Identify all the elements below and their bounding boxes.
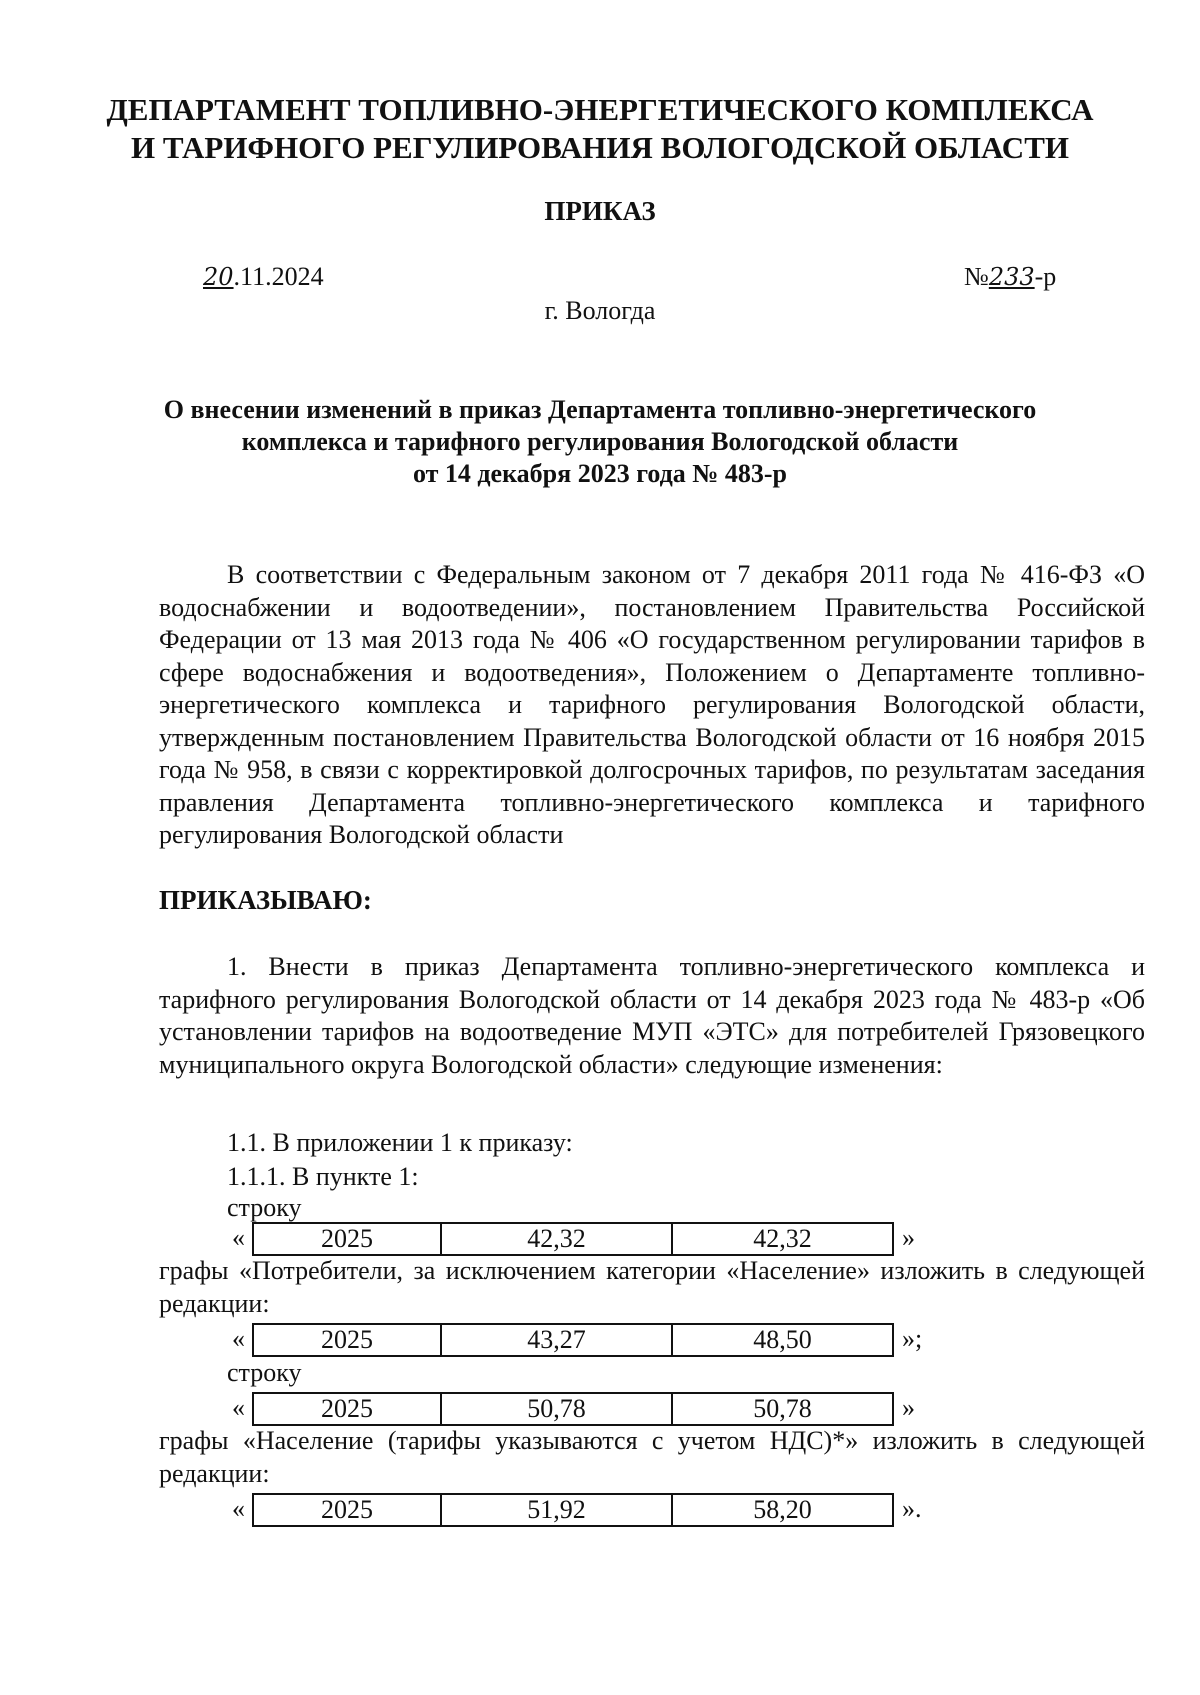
- quote-close: »: [902, 1223, 915, 1252]
- number-handwritten: 233: [988, 263, 1035, 291]
- table-row: [252, 1222, 894, 1256]
- quote-open: «: [232, 1223, 245, 1252]
- cell-value-1: 50,78: [442, 1394, 673, 1424]
- cell-value-1: 51,92: [442, 1495, 673, 1525]
- item-1-paragraph: 1. Внести в приказ Департамента топливно-энергетического комплекса и тарифного регулирования Вологодской области от 14 декабря 2023 года № 483-р «Об установлении тарифов на водоотведение МУП «ЭТС» для потребителей Грязовецкого муниципального округа Вологодской области» следующие изменения:: [159, 952, 1145, 1079]
- subject-line-2: комплекса и тарифного регулирования Вологодской области: [241, 427, 959, 456]
- quote-open: «: [232, 1324, 245, 1353]
- quote-close: »: [902, 1393, 915, 1422]
- department-header: [0, 91, 1200, 167]
- quote-open: «: [232, 1393, 245, 1422]
- quote-close: ».: [902, 1494, 922, 1523]
- item-1-1-1: 1.1.1. В пункте 1:: [227, 1162, 419, 1191]
- quote-open: «: [232, 1494, 245, 1523]
- order-title: ПРИКАЗ: [544, 196, 656, 226]
- cell-value-2: 48,50: [753, 1325, 812, 1354]
- table-row: [252, 1392, 894, 1426]
- quote-close: »;: [902, 1324, 923, 1353]
- cell-value-1: 43,27: [442, 1325, 673, 1355]
- cell-value-2: 58,20: [753, 1495, 812, 1524]
- row-word-2: строку: [227, 1358, 302, 1387]
- order-subject: [0, 394, 1200, 490]
- subject-line-1: О внесении изменений в приказ Департамента топливно-энергетического: [163, 395, 1037, 424]
- cell-year: 2025: [254, 1325, 442, 1355]
- table-row: [252, 1323, 894, 1357]
- item-1-1: 1.1. В приложении 1 к приказу:: [227, 1128, 573, 1157]
- number-suffix: -р: [1034, 262, 1057, 291]
- cell-year: 2025: [254, 1495, 442, 1525]
- preamble-paragraph: В соответствии с Федеральным законом от 7 декабря 2011 года № 416-ФЗ «О водоснабжении и водоотведении», постановлением Правительства Российской Федерации от 13 мая 2013 года № 406 «О государственном регулировании тарифов в сфере водоснабжения и водоотведения», Положением о Департаменте топливно-энергетического комплекса и тарифного регулирования Вологодской области, утвержденным постановлением Правительства Вологодской области от 16 ноября 2015 года № 958, в связи с корректировкой долгосрочных тарифов, по результатам заседания правления Департамента топливно-энергетического комплекса и тарифного регулирования Вологодской области: [159, 560, 1145, 849]
- row-word-1: строку: [227, 1193, 302, 1222]
- cell-value-2: 50,78: [753, 1394, 812, 1423]
- text-population-graph: графы «Население (тарифы указываются с учетом НДС)*» изложить в следующей редакции:: [159, 1426, 1145, 1488]
- city: г. Вологда: [544, 296, 656, 325]
- cell-value-2: 42,32: [753, 1224, 812, 1253]
- order-word: ПРИКАЗЫВАЮ:: [159, 885, 372, 915]
- order-number: [964, 262, 1056, 292]
- number-prefix: №: [964, 262, 989, 291]
- department-line-2: И ТАРИФНОГО РЕГУЛИРОВАНИЯ ВОЛОГОДСКОЙ ОБЛАСТИ: [131, 130, 1069, 165]
- date-printed: .11.2024: [233, 262, 324, 291]
- cell-year: 2025: [254, 1224, 442, 1254]
- date-handwritten: 20: [203, 263, 234, 291]
- table-row: [252, 1493, 894, 1527]
- cell-year: 2025: [254, 1394, 442, 1424]
- cell-value-1: 42,32: [442, 1224, 673, 1254]
- order-date: [203, 262, 324, 292]
- subject-line-3: от 14 декабря 2023 года № 483-р: [412, 459, 788, 488]
- department-line-1: ДЕПАРТАМЕНТ ТОПЛИВНО-ЭНЕРГЕТИЧЕСКОГО КОМПЛЕКСА: [106, 92, 1094, 127]
- text-consumers-graph: графы «Потребители, за исключением категории «Население» изложить в следующей редакции:: [159, 1256, 1145, 1318]
